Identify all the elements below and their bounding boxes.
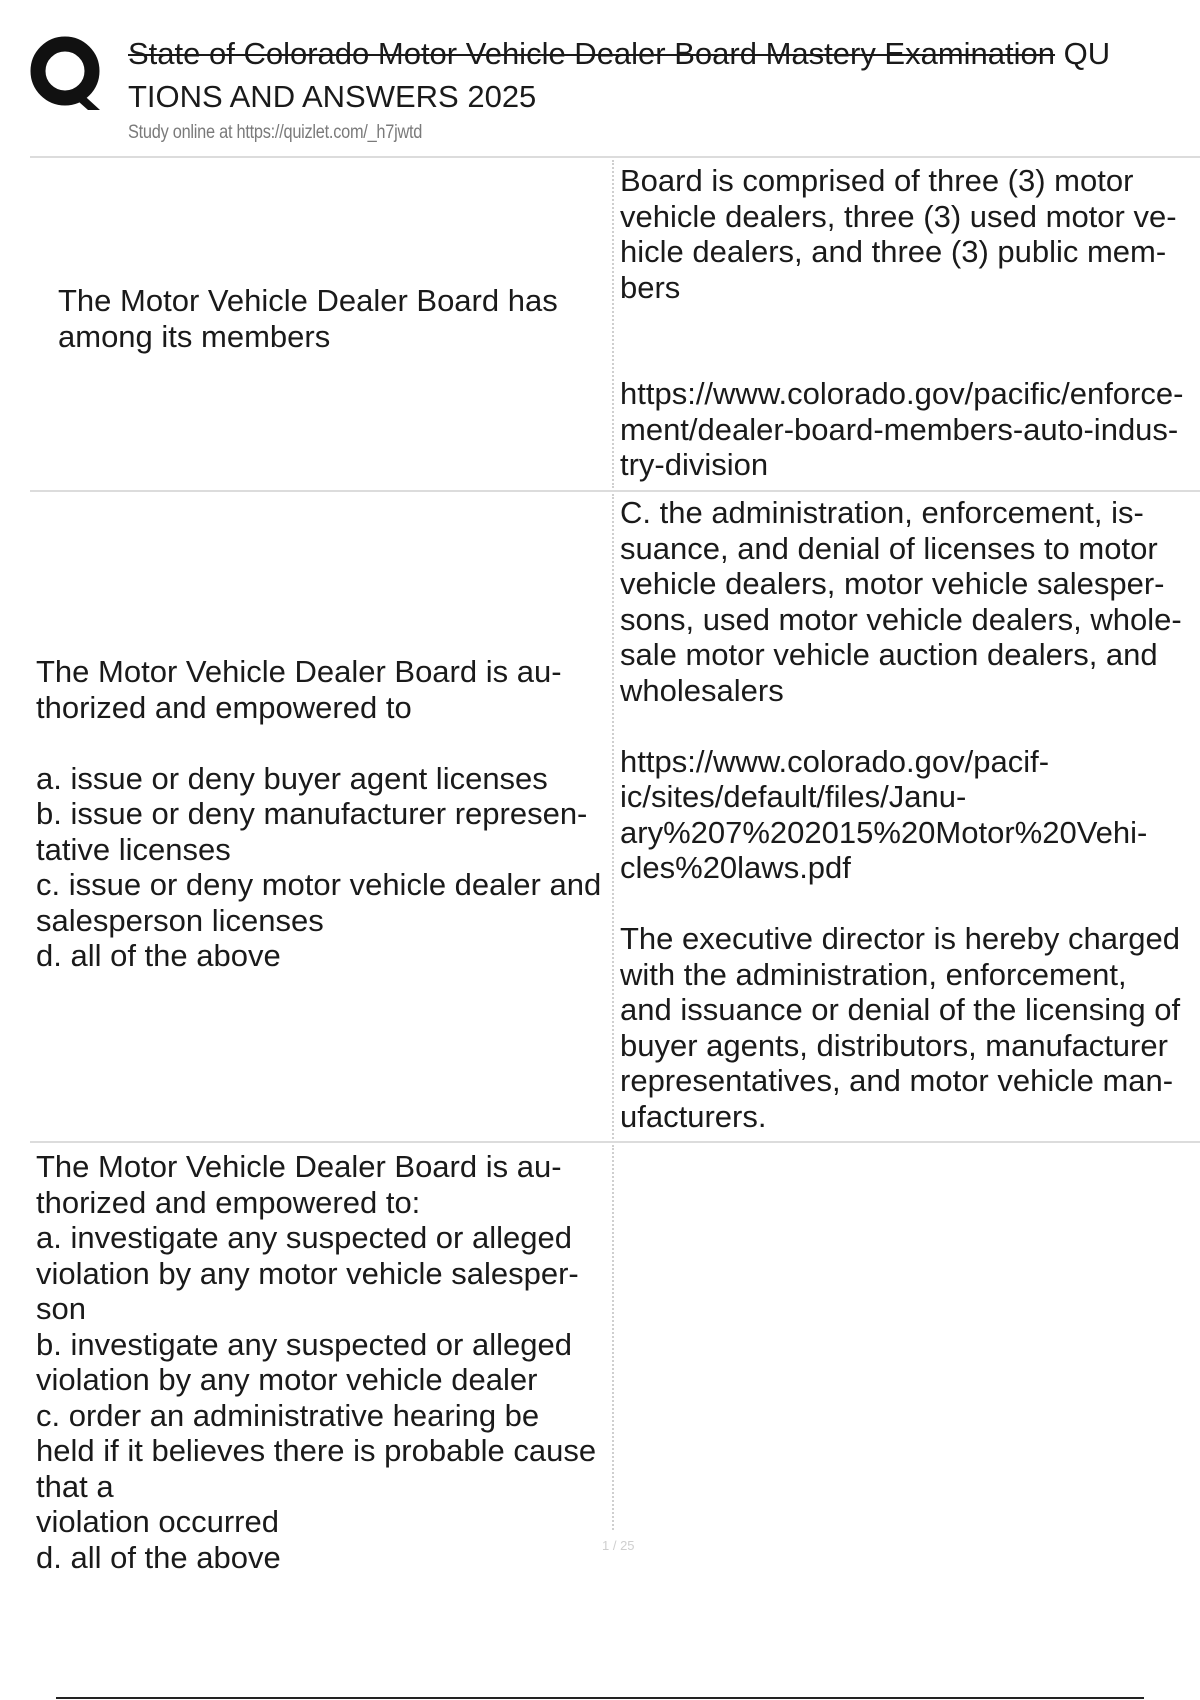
card-1-term: The Motor Vehicle Dealer Board has among its members xyxy=(58,283,567,354)
page-header xyxy=(0,0,1200,160)
document-title xyxy=(128,32,1200,118)
card-2-term: The Motor Vehicle Dealer Board is au- thorized and empowered to a. issue or deny buyer agent licenses b. issue or deny manufacturer represen- tative licenses c. issue or deny motor vehicle dealer and salesperson licenses d. all of the above xyxy=(36,654,602,973)
card-3-term: The Motor Vehicle Dealer Board is au- thorized and empowered to: a. investigate any suspected or alleged violation by any motor vehicle salesper- son b. investigate any suspected or alleged violation by any motor vehicle dealer c. order an administrative hearing be held if it believes there is probable cause that a violation occurred d. all of the above xyxy=(36,1149,597,1575)
page-number: 1 / 25 xyxy=(602,1538,635,1553)
column-divider xyxy=(612,1145,614,1530)
card-2-definition: C. the administration, enforcement, is- suance, and denial of licenses to motor vehicle dealers, motor vehicle salesper- sons, used motor vehicle dealers, whole- sale motor vehicle auction dealers, and wholesalers https://www.colorado.gov/pacif- ic/sites/default/files/Janu- ary%207%202015%20Motor%20Vehi- cles%20laws.pdf The executive director is hereby charged with the administration, enforcement, and issuance or denial of the licensing of buyer agents, distributors, manufacturer representatives, and motor vehicle man- ufacturers. xyxy=(620,495,1182,1134)
row-divider xyxy=(30,1141,1200,1143)
row-divider xyxy=(30,156,1200,158)
column-divider xyxy=(612,160,614,488)
column-divider xyxy=(612,494,614,1139)
footer-divider xyxy=(56,1697,1144,1699)
document-title-rest: QU TIONS AND ANSWERS 2025 xyxy=(128,36,1111,114)
row-divider xyxy=(30,490,1200,492)
study-online-link[interactable]: Study online at https://quizlet.com/_h7jwtd xyxy=(128,122,423,143)
card-1-definition: Board is comprised of three (3) motor vehicle dealers, three (3) used motor ve- hicle dealers, and three (3) public mem- bers https://www.colorado.gov/pacific/enforce- ment/dealer-board-members-auto-indus- try-division xyxy=(620,163,1184,482)
quizlet-logo-icon xyxy=(30,34,108,112)
document-title-struck: State of Colorado Motor Vehicle Dealer Board Mastery Examination xyxy=(128,36,1056,71)
